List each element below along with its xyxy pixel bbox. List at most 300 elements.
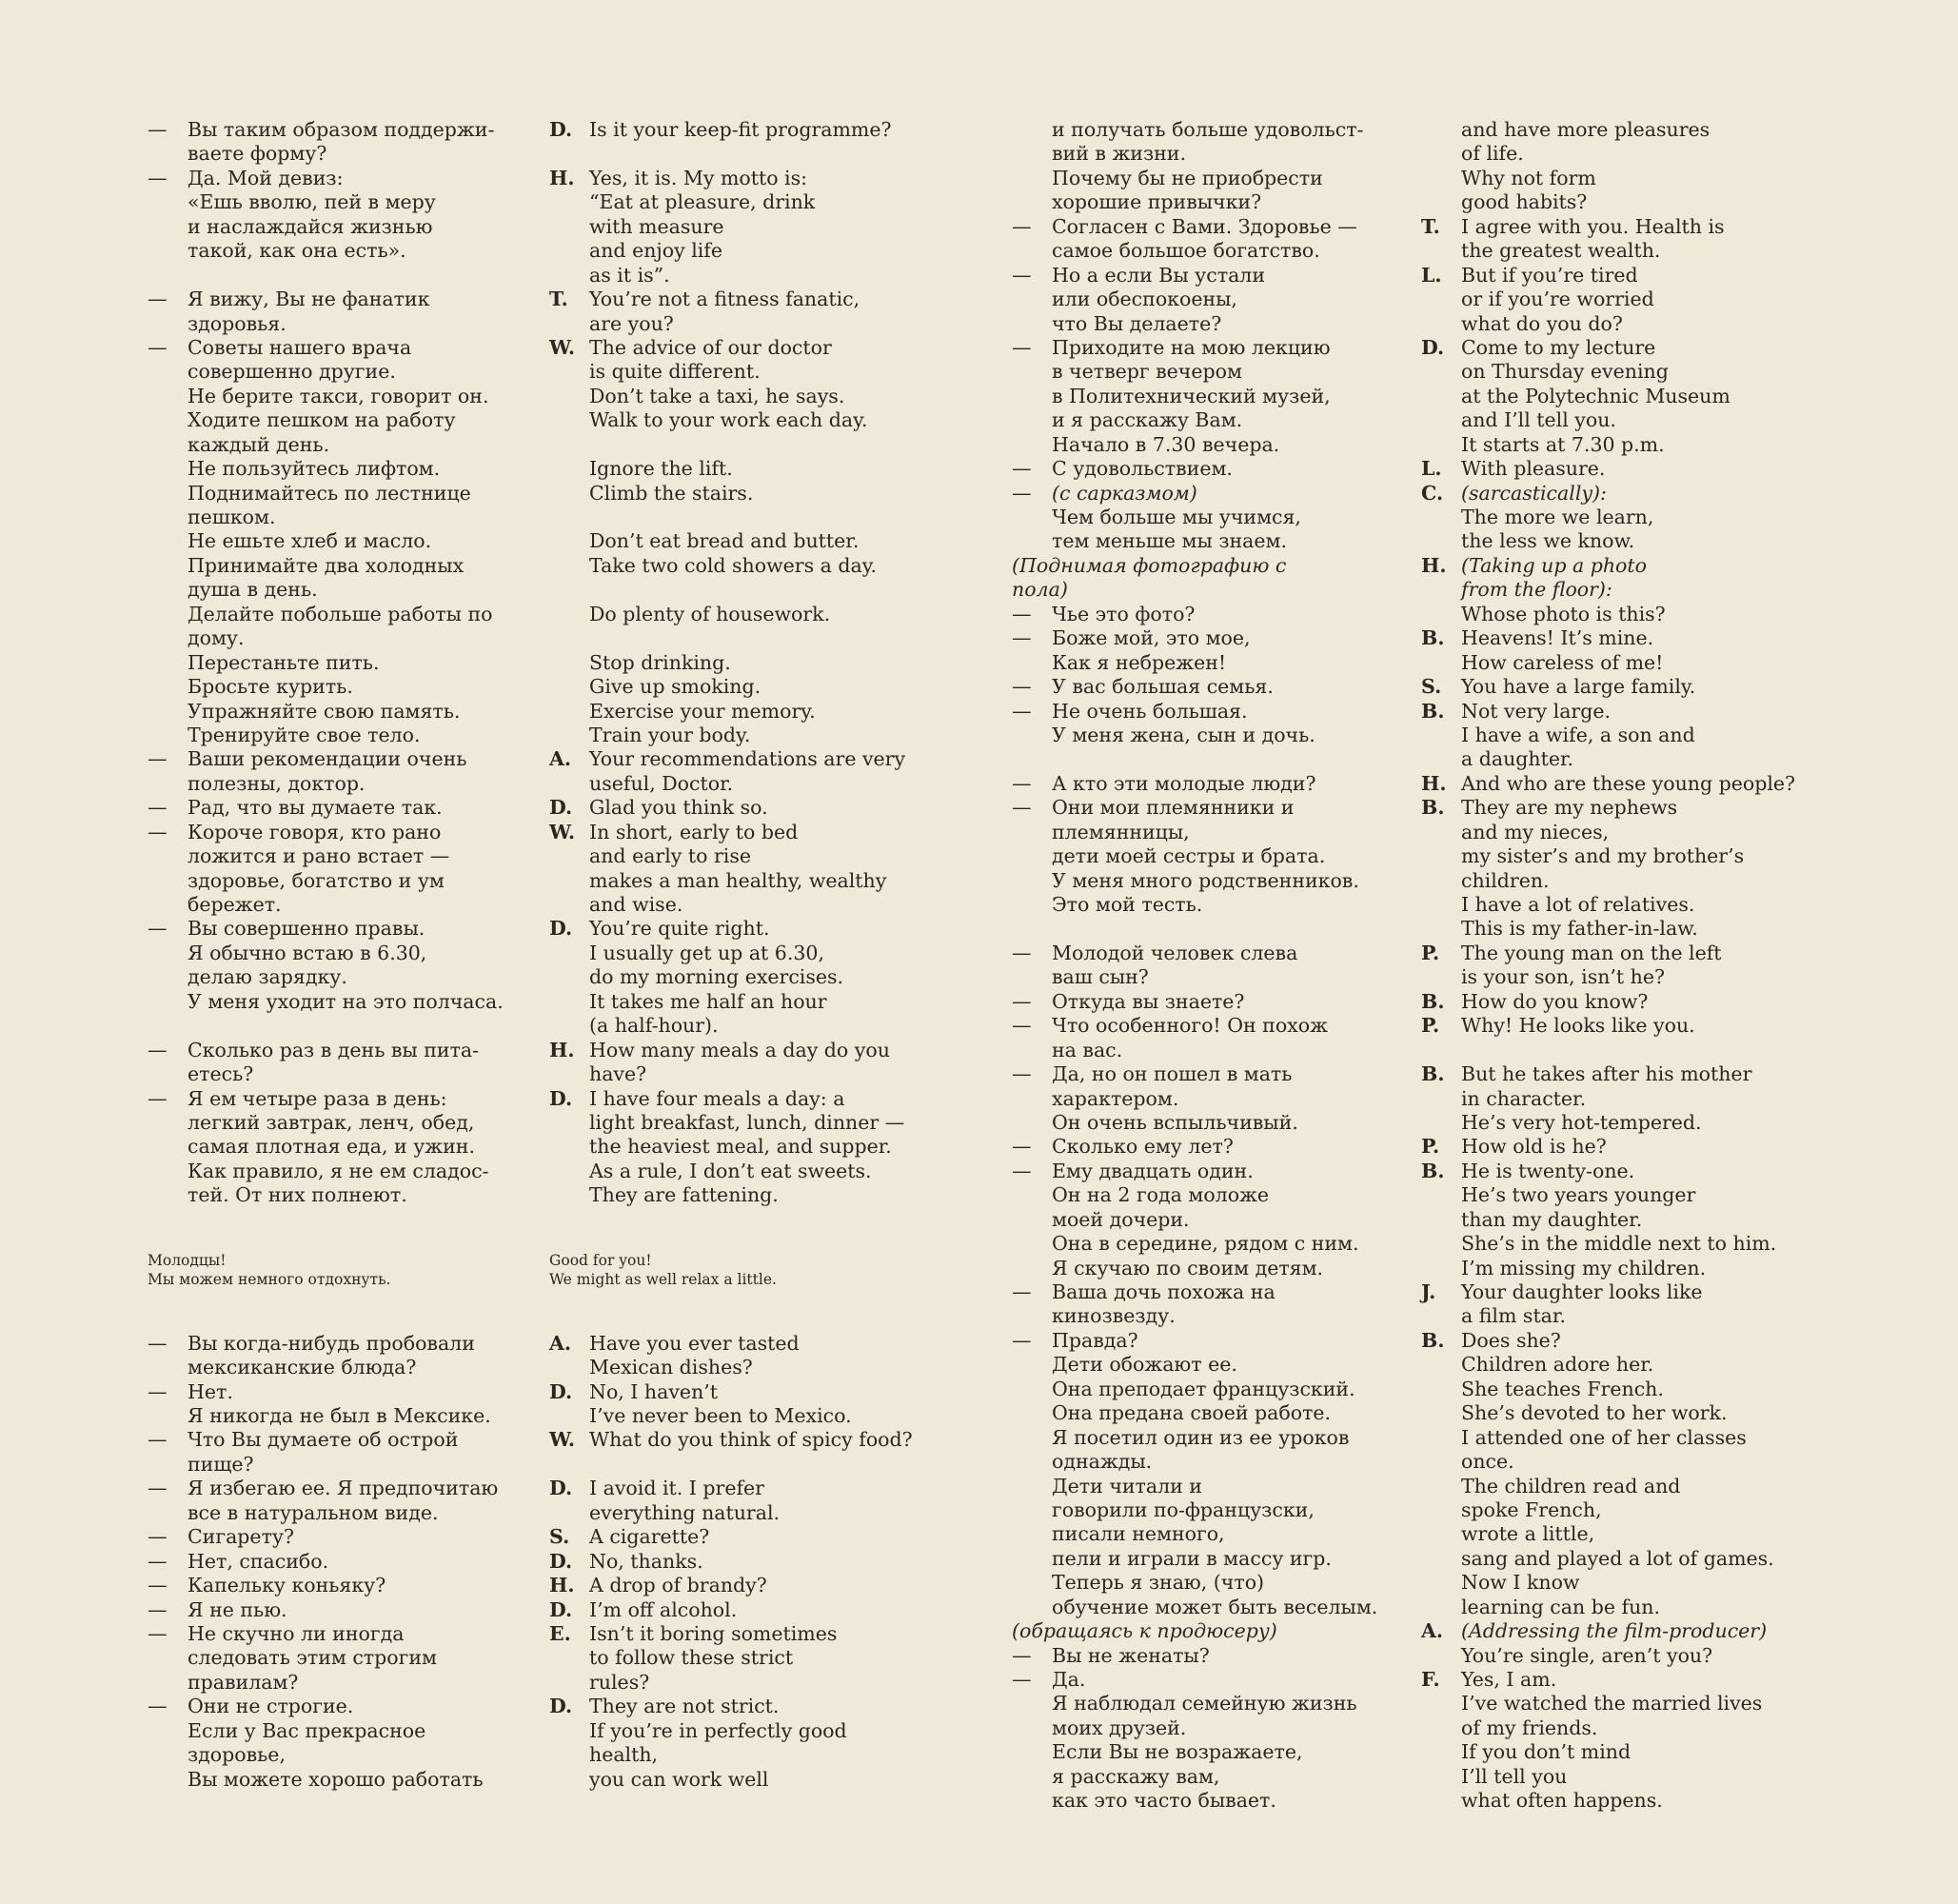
line-text: rules?	[589, 1670, 650, 1694]
dash-mark: —	[148, 1331, 168, 1355]
line-text: “Eat at pleasure, drink	[589, 190, 816, 214]
line-text: вий в жизни.	[1052, 142, 1186, 166]
ru-line	[1012, 1571, 1421, 1595]
line-text: Сигарету?	[188, 1525, 294, 1549]
line-text: Но а если Вы устали	[1052, 263, 1265, 287]
ru-line	[1012, 1522, 1421, 1546]
line-text: дети моей сестры и брата.	[1052, 844, 1326, 868]
line-text: Exercise your memory.	[589, 699, 816, 723]
speaker-initial: J.	[1421, 1280, 1436, 1303]
line-text: (обращаясь к продюсеру)	[1012, 1619, 1277, 1643]
en-line	[549, 288, 968, 311]
line-text: на вас.	[1052, 1038, 1123, 1061]
line-text: makes a man healthy, wealthy	[589, 868, 887, 892]
ru-line	[1012, 1765, 1421, 1789]
line-text: мексиканские блюда?	[188, 1356, 417, 1379]
ru-line	[1012, 821, 1421, 844]
en-line	[1421, 603, 1869, 626]
line-text: Not very large.	[1461, 699, 1611, 723]
line-text: and enjoy life	[589, 239, 723, 263]
line-text: кинозвезду.	[1052, 1304, 1176, 1328]
line-text: здоровье,	[188, 1743, 286, 1767]
en-line	[549, 1062, 968, 1086]
dash-mark: —	[148, 747, 168, 771]
line-text: Ему двадцать один.	[1052, 1159, 1254, 1182]
dash-mark: —	[148, 820, 168, 843]
dash-mark: —	[1012, 796, 1032, 820]
en-line	[549, 1574, 968, 1597]
line-text: spoke French,	[1461, 1497, 1602, 1521]
dash-mark: —	[148, 1549, 168, 1573]
line-text: говорили по-французски,	[1052, 1497, 1315, 1521]
line-text: Вы не женаты?	[1052, 1643, 1210, 1667]
line-text: light breakfast, lunch, dinner —	[589, 1110, 905, 1134]
en-line	[549, 1598, 968, 1622]
ru-line	[1012, 1716, 1421, 1740]
line-text: Your recommendations are very	[589, 747, 906, 771]
en-line	[1421, 215, 1869, 239]
speaker-initial: H.	[1421, 771, 1447, 795]
dash-mark: —	[1012, 457, 1032, 481]
en-line	[549, 190, 968, 214]
line-text: Рад, что вы думаете так.	[188, 796, 443, 820]
speaker-initial: P.	[1421, 1014, 1440, 1038]
caption-ru-1: Молодцы!	[148, 1251, 227, 1269]
line-text: The advice of our doctor	[589, 335, 832, 359]
ru-line	[148, 1550, 538, 1574]
english-dialogue-part-1	[549, 118, 968, 1208]
ru-line	[1012, 990, 1421, 1014]
line-text: once.	[1461, 1450, 1514, 1474]
english-column-2	[1421, 118, 1869, 1814]
line-text: здоровье, богатство и ум	[188, 868, 445, 892]
ru-line	[148, 1428, 538, 1452]
line-text: I’ve never been to Mexico.	[589, 1404, 852, 1427]
en-line	[549, 167, 968, 190]
en-line	[549, 1160, 968, 1183]
line-text: Yes, it is. My motto is:	[589, 166, 808, 189]
speaker-initial: C.	[1421, 481, 1444, 505]
en-line	[1421, 724, 1869, 747]
line-text: У меня жена, сын и дочь.	[1052, 723, 1315, 746]
ru-line	[1012, 1740, 1421, 1764]
ru-line	[148, 1160, 538, 1183]
line-text: are you?	[589, 311, 674, 335]
en-line	[549, 1768, 968, 1792]
ru-line	[1012, 1232, 1421, 1256]
ru-line	[1012, 1329, 1421, 1353]
ru-line	[1012, 239, 1421, 263]
dash-mark: —	[148, 335, 168, 359]
en-line	[1421, 1668, 1869, 1692]
line-text: I’m off alcohol.	[589, 1597, 738, 1621]
ru-line	[148, 990, 538, 1014]
ru-line	[1012, 1692, 1421, 1716]
ru-line	[1012, 1547, 1421, 1571]
line-text: the heaviest meal, and supper.	[589, 1135, 892, 1159]
en-line	[1421, 1378, 1869, 1401]
en-line	[549, 336, 968, 360]
en-line	[1421, 118, 1869, 142]
speaker-initial: F.	[1421, 1668, 1440, 1691]
ru-line	[148, 1404, 538, 1428]
ru-line	[148, 772, 538, 796]
line-text: Она преподает французский.	[1052, 1377, 1355, 1400]
line-text: the greatest wealth.	[1461, 239, 1661, 263]
line-text: Не пользуйтесь лифтом.	[188, 457, 441, 481]
ru-line	[148, 578, 538, 602]
en-line	[1421, 1450, 1869, 1474]
ru-line	[148, 360, 538, 384]
en-line	[549, 1380, 968, 1404]
line-text: and I’ll tell you.	[1461, 408, 1616, 432]
line-text: With pleasure.	[1461, 457, 1606, 481]
line-text: They are my nephews	[1461, 796, 1678, 820]
line-text: легкий завтрак, ленч, обед,	[188, 1110, 475, 1134]
line-text: Советы нашего врача	[188, 335, 412, 359]
dash-mark: —	[1012, 263, 1032, 287]
speaker-initial: S.	[1421, 675, 1442, 699]
dash-mark: —	[148, 1428, 168, 1452]
ru-line	[1012, 336, 1421, 360]
ru-line	[1012, 408, 1421, 432]
line-text: It starts at 7.30 p.m.	[1461, 432, 1665, 456]
line-text: здоровья.	[188, 311, 287, 335]
line-text: How do you know?	[1461, 989, 1649, 1013]
line-text: Walk to your work each day.	[589, 408, 868, 432]
en-line	[1421, 796, 1869, 820]
en-line	[1421, 1571, 1869, 1595]
line-text: пище?	[188, 1452, 254, 1476]
dash-mark: —	[1012, 1328, 1032, 1352]
ru-line	[1012, 1111, 1421, 1135]
line-text: You have a large family.	[1461, 675, 1696, 699]
dash-mark: —	[148, 1477, 168, 1500]
line-text: Your daughter looks like	[1461, 1280, 1703, 1303]
line-text: Как правило, я не ем сладос-	[188, 1159, 489, 1182]
line-text: No, I haven’t	[589, 1379, 719, 1403]
en-line	[1421, 1475, 1869, 1498]
line-text: тей. От них полнеют.	[188, 1183, 407, 1207]
ru-line	[1012, 1644, 1421, 1668]
line-text: Она в середине, рядом с ним.	[1052, 1232, 1359, 1256]
en-line	[1421, 433, 1869, 457]
line-text: what do you do?	[1461, 311, 1623, 335]
line-text: Ваша дочь похожа на	[1052, 1280, 1276, 1303]
ru-line	[148, 1671, 538, 1695]
en-line	[1421, 1183, 1869, 1207]
line-text: ваете форму?	[188, 142, 327, 166]
ru-line	[148, 215, 538, 239]
line-text: пели и играли в массу игр.	[1052, 1546, 1332, 1570]
en-line	[1421, 675, 1869, 699]
line-text: with measure	[589, 214, 724, 238]
ru-line	[148, 1453, 538, 1477]
en-line	[1421, 142, 1869, 166]
line-text: я расскажу вам,	[1052, 1764, 1220, 1788]
line-text: Правда?	[1052, 1328, 1138, 1352]
ru-line	[148, 239, 538, 263]
line-text: и наслаждайся жизнью	[188, 214, 433, 238]
dash-mark: —	[148, 1574, 168, 1597]
line-text: I’ve watched the married lives	[1461, 1692, 1763, 1716]
ru-line	[1012, 1450, 1421, 1474]
en-line	[549, 1622, 968, 1646]
ru-line	[148, 529, 538, 553]
en-line	[1421, 529, 1869, 553]
line-text: Why not form	[1461, 166, 1596, 189]
speaker-initial: D.	[549, 1086, 573, 1110]
line-text: good habits?	[1461, 190, 1588, 214]
dash-mark: —	[148, 288, 168, 311]
line-text: Я вижу, Вы не фанатик	[188, 288, 430, 311]
en-line	[1421, 1765, 1869, 1789]
en-line	[549, 675, 968, 699]
en-line	[1421, 1522, 1869, 1546]
dash-mark: —	[1012, 1135, 1032, 1159]
line-text: I attended one of her classes	[1461, 1425, 1747, 1449]
en-line	[549, 239, 968, 263]
line-text: что Вы делаете?	[1052, 311, 1222, 335]
line-text: to follow these strict	[589, 1646, 794, 1670]
ru-line	[148, 1039, 538, 1062]
en-line	[549, 1695, 968, 1718]
line-text: in character.	[1461, 1086, 1587, 1110]
ru-line	[1012, 142, 1421, 166]
line-text: Don’t eat bread and butter.	[589, 529, 860, 553]
ru-line	[148, 1501, 538, 1525]
en-line	[1421, 1329, 1869, 1353]
line-text: «Ешь вволю, пей в меру	[188, 190, 436, 214]
russian-column-2	[1012, 118, 1421, 1814]
line-text: Короче говоря, кто рано	[188, 820, 442, 843]
line-text: or if you’re worried	[1461, 288, 1654, 311]
ru-line	[148, 167, 538, 190]
ru-line	[1012, 869, 1421, 893]
line-text: Glad you think so.	[589, 796, 768, 820]
en-line	[549, 844, 968, 868]
speaker-initial: D.	[549, 796, 573, 820]
ru-line	[1012, 1668, 1421, 1692]
ru-line	[148, 1525, 538, 1549]
line-text: Take two cold showers a day.	[589, 553, 878, 577]
line-text: Я ем четыре раза в день:	[188, 1086, 447, 1110]
dash-mark: —	[1012, 1062, 1032, 1086]
russian-dialogue-part-3	[1012, 118, 1421, 1814]
line-text: is your son, isn’t he?	[1461, 965, 1666, 989]
line-text: Does she?	[1461, 1328, 1561, 1352]
ru-line	[1012, 1039, 1421, 1062]
ru-line	[1012, 215, 1421, 239]
line-text: Если у Вас прекрасное	[188, 1718, 426, 1742]
english-dialogue-part-2	[549, 1332, 968, 1792]
line-text: Ваши рекомендации очень	[188, 747, 467, 771]
ru-line	[148, 385, 538, 408]
line-text: what often happens.	[1461, 1789, 1663, 1813]
ru-line	[148, 288, 538, 311]
speaker-initial: H.	[549, 1038, 575, 1061]
en-line	[549, 651, 968, 675]
speaker-initial: P.	[1421, 1135, 1440, 1159]
dash-mark: —	[148, 1695, 168, 1718]
en-line	[549, 1646, 968, 1670]
line-text: I usually get up at 6.30,	[589, 941, 824, 964]
ru-line	[1012, 1596, 1421, 1619]
ru-line	[1012, 1789, 1421, 1813]
ru-line	[1012, 1619, 1421, 1643]
line-text: children.	[1461, 868, 1550, 892]
en-line	[549, 1501, 968, 1525]
line-text: Isn’t it boring sometimes	[589, 1621, 838, 1645]
line-text: пола)	[1012, 578, 1068, 602]
ru-line	[1012, 651, 1421, 675]
dash-mark: —	[1012, 771, 1032, 795]
blank-line	[1012, 917, 1421, 941]
en-line	[549, 385, 968, 408]
en-line	[549, 1332, 968, 1356]
line-text: пешком.	[188, 506, 276, 528]
en-line	[549, 215, 968, 239]
en-line	[549, 1183, 968, 1207]
line-text: Я обычно встаю в 6.30,	[188, 941, 427, 964]
line-text: as it is”.	[589, 263, 670, 287]
en-line	[1421, 264, 1869, 288]
line-text: Я скучаю по своим детям.	[1052, 1256, 1324, 1279]
line-text: Children adore her.	[1461, 1353, 1654, 1377]
en-line	[549, 724, 968, 747]
line-text: самая плотная еда, и ужин.	[188, 1135, 475, 1159]
line-text: (Поднимая фотографию с	[1012, 553, 1287, 577]
line-text: But if you’re tired	[1461, 263, 1638, 287]
line-text: обучение может быть веселым.	[1052, 1595, 1378, 1618]
en-line	[1421, 1160, 1869, 1183]
line-text: в Политехнический музей,	[1052, 384, 1331, 407]
line-text: Нет.	[188, 1379, 233, 1403]
en-line	[1421, 651, 1869, 675]
line-text: Капельку коньяку?	[188, 1574, 386, 1597]
line-text: A cigarette?	[589, 1525, 710, 1549]
dash-mark: —	[148, 166, 168, 189]
ru-line	[1012, 360, 1421, 384]
speaker-initial: B.	[1421, 989, 1445, 1013]
ru-line	[148, 651, 538, 675]
ru-line	[1012, 288, 1421, 311]
line-text: полезны, доктор.	[188, 771, 366, 795]
en-line	[1421, 288, 1869, 311]
dash-mark: —	[1012, 675, 1032, 699]
speaker-initial: W.	[549, 1428, 575, 1452]
line-text: Не берите такси, говорит он.	[188, 384, 489, 407]
line-text: и получать больше удовольст-	[1052, 118, 1364, 141]
en-line	[549, 1550, 968, 1574]
ru-line	[1012, 1353, 1421, 1377]
line-text: Упражняйте свою память.	[188, 699, 461, 723]
en-line	[549, 796, 968, 820]
ru-line	[148, 118, 538, 142]
line-text: Теперь я знаю, (что)	[1052, 1571, 1265, 1595]
en-line	[1421, 1692, 1869, 1716]
line-text: She’s devoted to her work.	[1461, 1401, 1728, 1425]
en-line	[1421, 1062, 1869, 1086]
ru-line	[1012, 1280, 1421, 1304]
line-text: Ходите пешком на работу	[188, 408, 456, 432]
line-text: What do you think of spicy food?	[589, 1428, 913, 1452]
speaker-initial: D.	[549, 1597, 573, 1621]
dash-mark: —	[148, 1379, 168, 1403]
line-text: Тренируйте свое тело.	[188, 723, 421, 746]
en-line	[1421, 408, 1869, 432]
blank-line	[549, 578, 968, 602]
en-line	[1421, 772, 1869, 796]
line-text: все в натуральном виде.	[188, 1500, 439, 1524]
en-line	[549, 821, 968, 844]
en-line	[1421, 1111, 1869, 1135]
en-line	[1421, 1135, 1869, 1159]
ru-line	[148, 1743, 538, 1767]
dash-mark: —	[148, 1086, 168, 1110]
ru-line	[1012, 482, 1421, 506]
ru-line	[148, 457, 538, 481]
line-text: Train your body.	[589, 723, 751, 746]
line-text: Ignore the lift.	[589, 457, 733, 481]
line-text: everything natural.	[589, 1500, 781, 1524]
en-line	[1421, 1644, 1869, 1668]
line-text: Молодой человек слева	[1052, 941, 1298, 964]
line-text: learning can be fun.	[1461, 1595, 1661, 1618]
speaker-initial: B.	[1421, 796, 1445, 820]
line-text: писали немного,	[1052, 1522, 1225, 1546]
line-text: А кто эти молодые люди?	[1052, 771, 1316, 795]
en-line	[549, 1525, 968, 1549]
line-text: have?	[589, 1062, 647, 1086]
blank-line	[549, 1453, 968, 1477]
en-line	[1421, 942, 1869, 965]
line-text: племянницы,	[1052, 820, 1190, 843]
line-text: Я избегаю ее. Я предпочитаю	[188, 1477, 499, 1500]
line-text: Откуда вы знаете?	[1052, 989, 1245, 1013]
en-line	[1421, 1740, 1869, 1764]
ru-line	[148, 482, 538, 506]
en-line	[549, 1743, 968, 1767]
line-text: How careless of me!	[1461, 650, 1664, 674]
line-text: useful, Doctor.	[589, 771, 734, 795]
dash-mark: —	[1012, 214, 1032, 238]
line-text: и я расскажу Вам.	[1052, 408, 1243, 432]
en-line	[1421, 1257, 1869, 1280]
blank-line	[148, 264, 538, 288]
line-text: I agree with you. Health is	[1461, 214, 1725, 238]
en-line	[1421, 1304, 1869, 1328]
ru-line	[148, 1087, 538, 1111]
line-text: Я не пью.	[188, 1597, 287, 1621]
dash-mark: —	[1012, 989, 1032, 1013]
dash-mark: —	[148, 796, 168, 820]
caption-en-1: Good for you!	[549, 1251, 652, 1269]
line-text: Это мой тесть.	[1052, 893, 1203, 916]
line-text: ложится и рано встает —	[188, 844, 450, 868]
ru-line	[1012, 844, 1421, 868]
ru-line	[1012, 1426, 1421, 1450]
en-line	[1421, 917, 1869, 941]
line-text: Вы совершенно правы.	[188, 917, 425, 941]
dash-mark: —	[148, 1525, 168, 1549]
caption-ru-2: Мы можем немного отдохнуть.	[148, 1270, 391, 1288]
dash-mark: —	[148, 1038, 168, 1061]
line-text: У вас большая семья.	[1052, 675, 1274, 699]
line-text: Они мои племянники и	[1052, 796, 1295, 820]
line-text: of my friends.	[1461, 1716, 1598, 1739]
line-text: and my nieces,	[1461, 820, 1610, 843]
